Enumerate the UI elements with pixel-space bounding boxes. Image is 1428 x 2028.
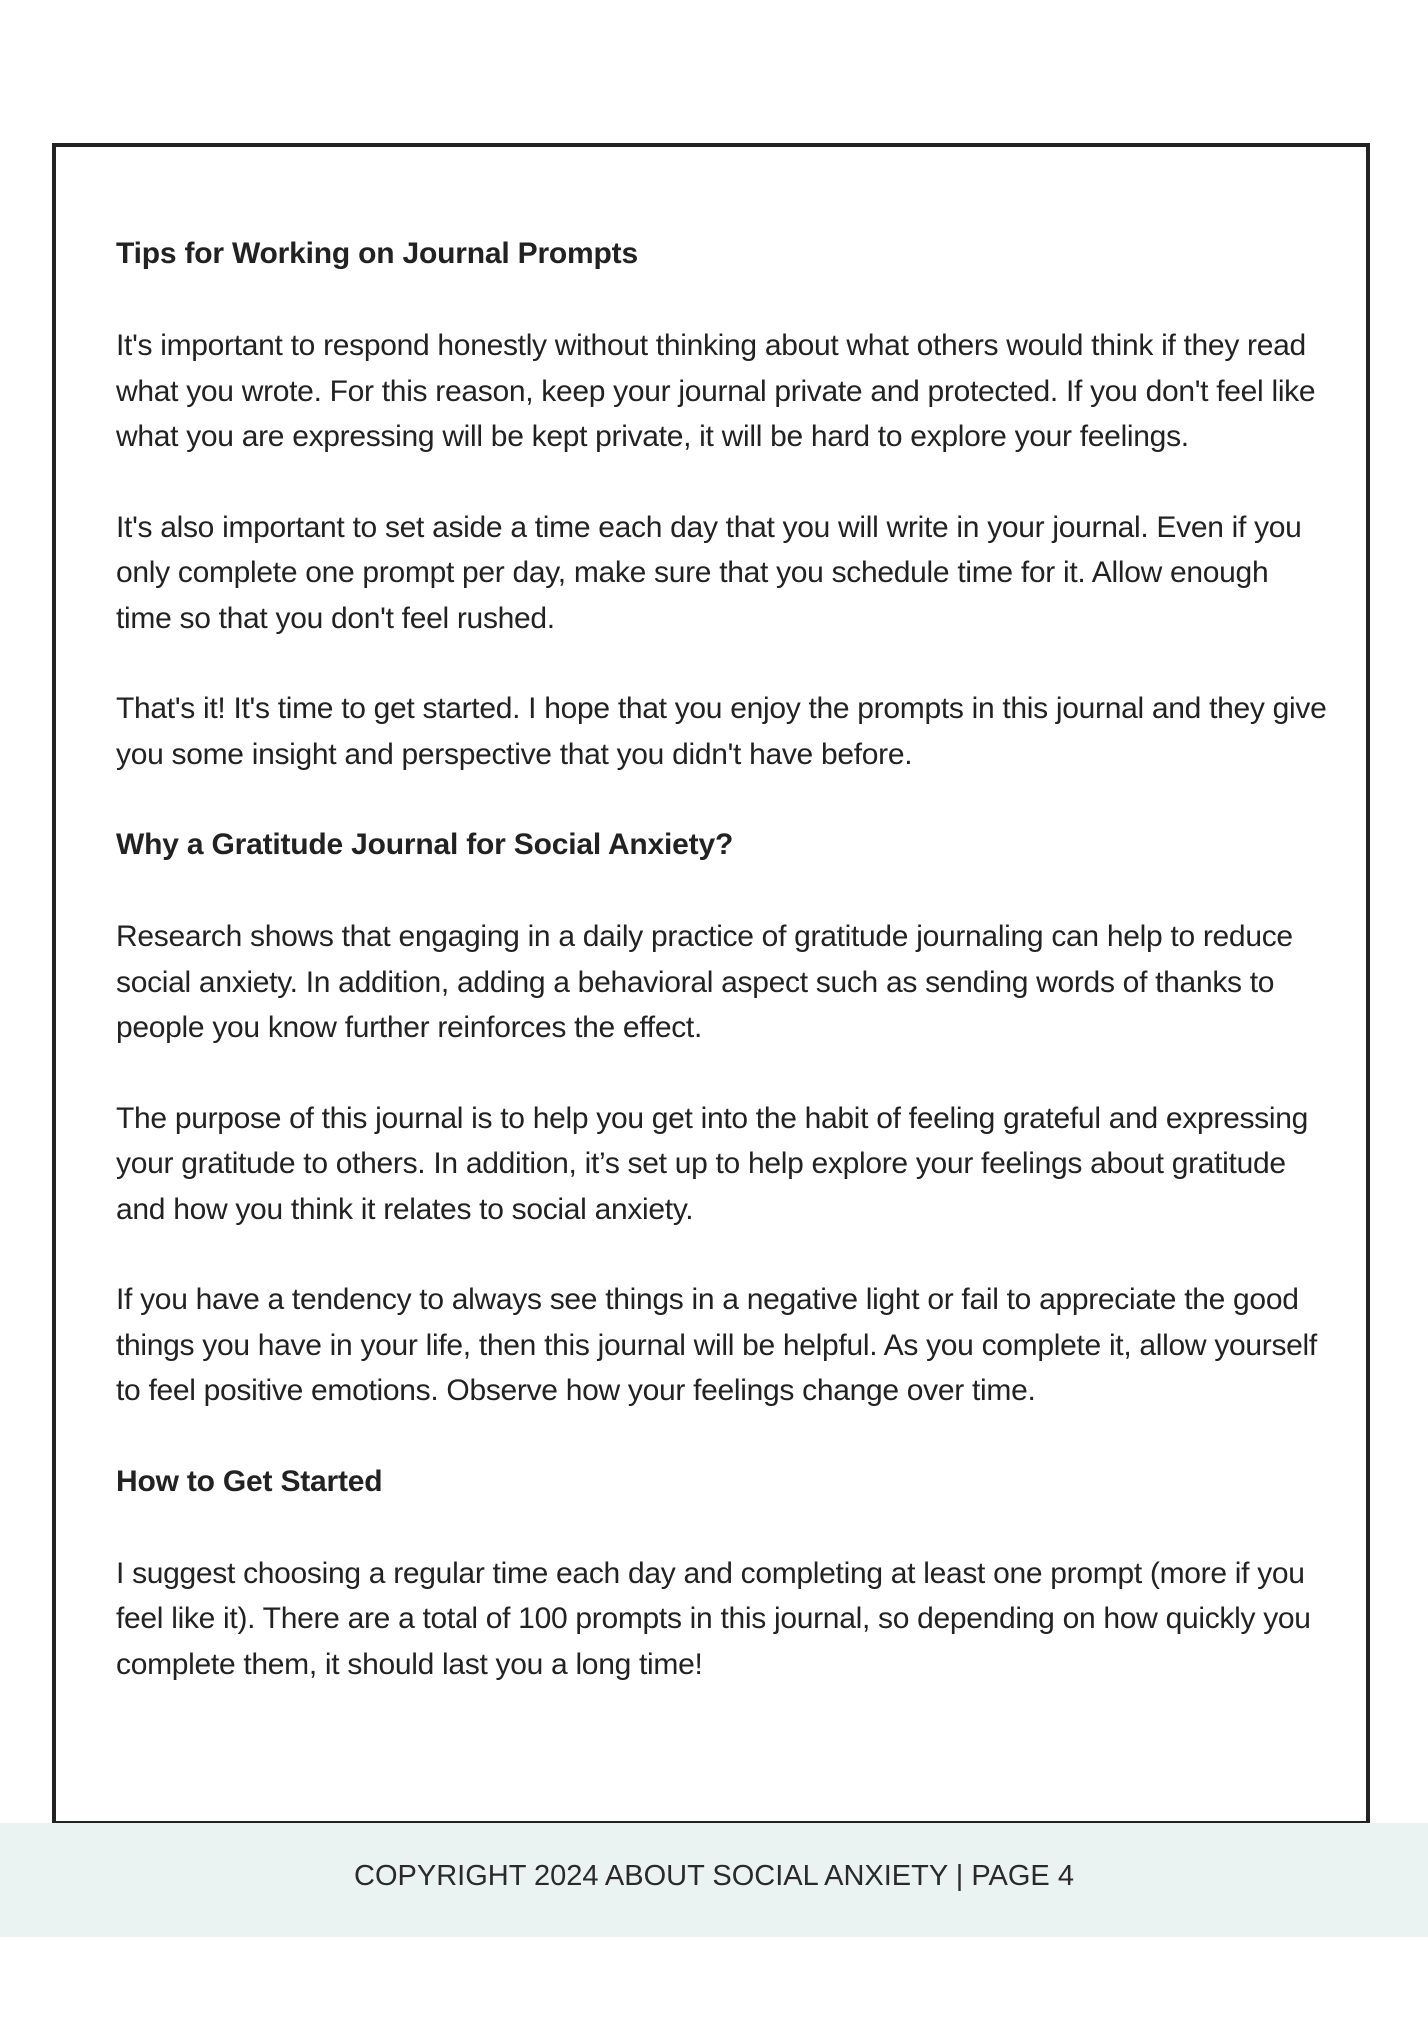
footer-copyright: COPYRIGHT 2024 ABOUT SOCIAL ANXIETY | PAGE 4 bbox=[354, 1860, 1074, 1892]
paragraph: I suggest choosing a regular time each day and completing at least one prompt (more if you feel like it). There are a total of 100 prompts in this journal, so depending on how quickly you complete them, it should last you a long time! bbox=[116, 1556, 1311, 1681]
section-heading-why-gratitude: Why a Gratitude Journal for Social Anxiety? bbox=[116, 828, 734, 861]
section-heading-how-to-start: How to Get Started bbox=[116, 1464, 383, 1498]
page-content bbox=[116, 231, 1331, 1687]
paragraph: That's it! It's time to get started. I hope that you enjoy the prompts in this journal and they give you some insight and perspective that you didn't have before. bbox=[116, 692, 1327, 771]
paragraph: It's important to respond honestly without thinking about what others would think if they read what you wrote. For this reason, keep your journal private and protected. If you don't feel like what you are expressing will be kept private, it will be hard to explore your feelings. bbox=[116, 329, 1316, 453]
paragraph: Research shows that engaging in a daily practice of gratitude journaling can help to reduce social anxiety. In addition, adding a behavioral aspect such as sending words of thanks to people you know further reinforces the effect. bbox=[116, 920, 1293, 1044]
page-frame bbox=[52, 143, 1370, 1825]
section-heading-tips: Tips for Working on Journal Prompts bbox=[116, 237, 638, 270]
paragraph: If you have a tendency to always see things in a negative light or fail to appreciate the good things you have in your life, then this journal will be helpful. As you complete it, allow yourself to feel positive emotions. Observe how your feelings change over time. bbox=[116, 1283, 1317, 1407]
paragraph: The purpose of this journal is to help you get into the habit of feeling grateful and expressing your gratitude to others. In addition, it’s set up to help explore your feelings about gratitude and how you think it relates to social anxiety. bbox=[116, 1101, 1308, 1226]
paragraph: It's also important to set aside a time each day that you will write in your journal. Even if you only complete one prompt per day, make sure that you schedule time for it. Allow enough time so that you don't feel rushed. bbox=[116, 510, 1302, 635]
